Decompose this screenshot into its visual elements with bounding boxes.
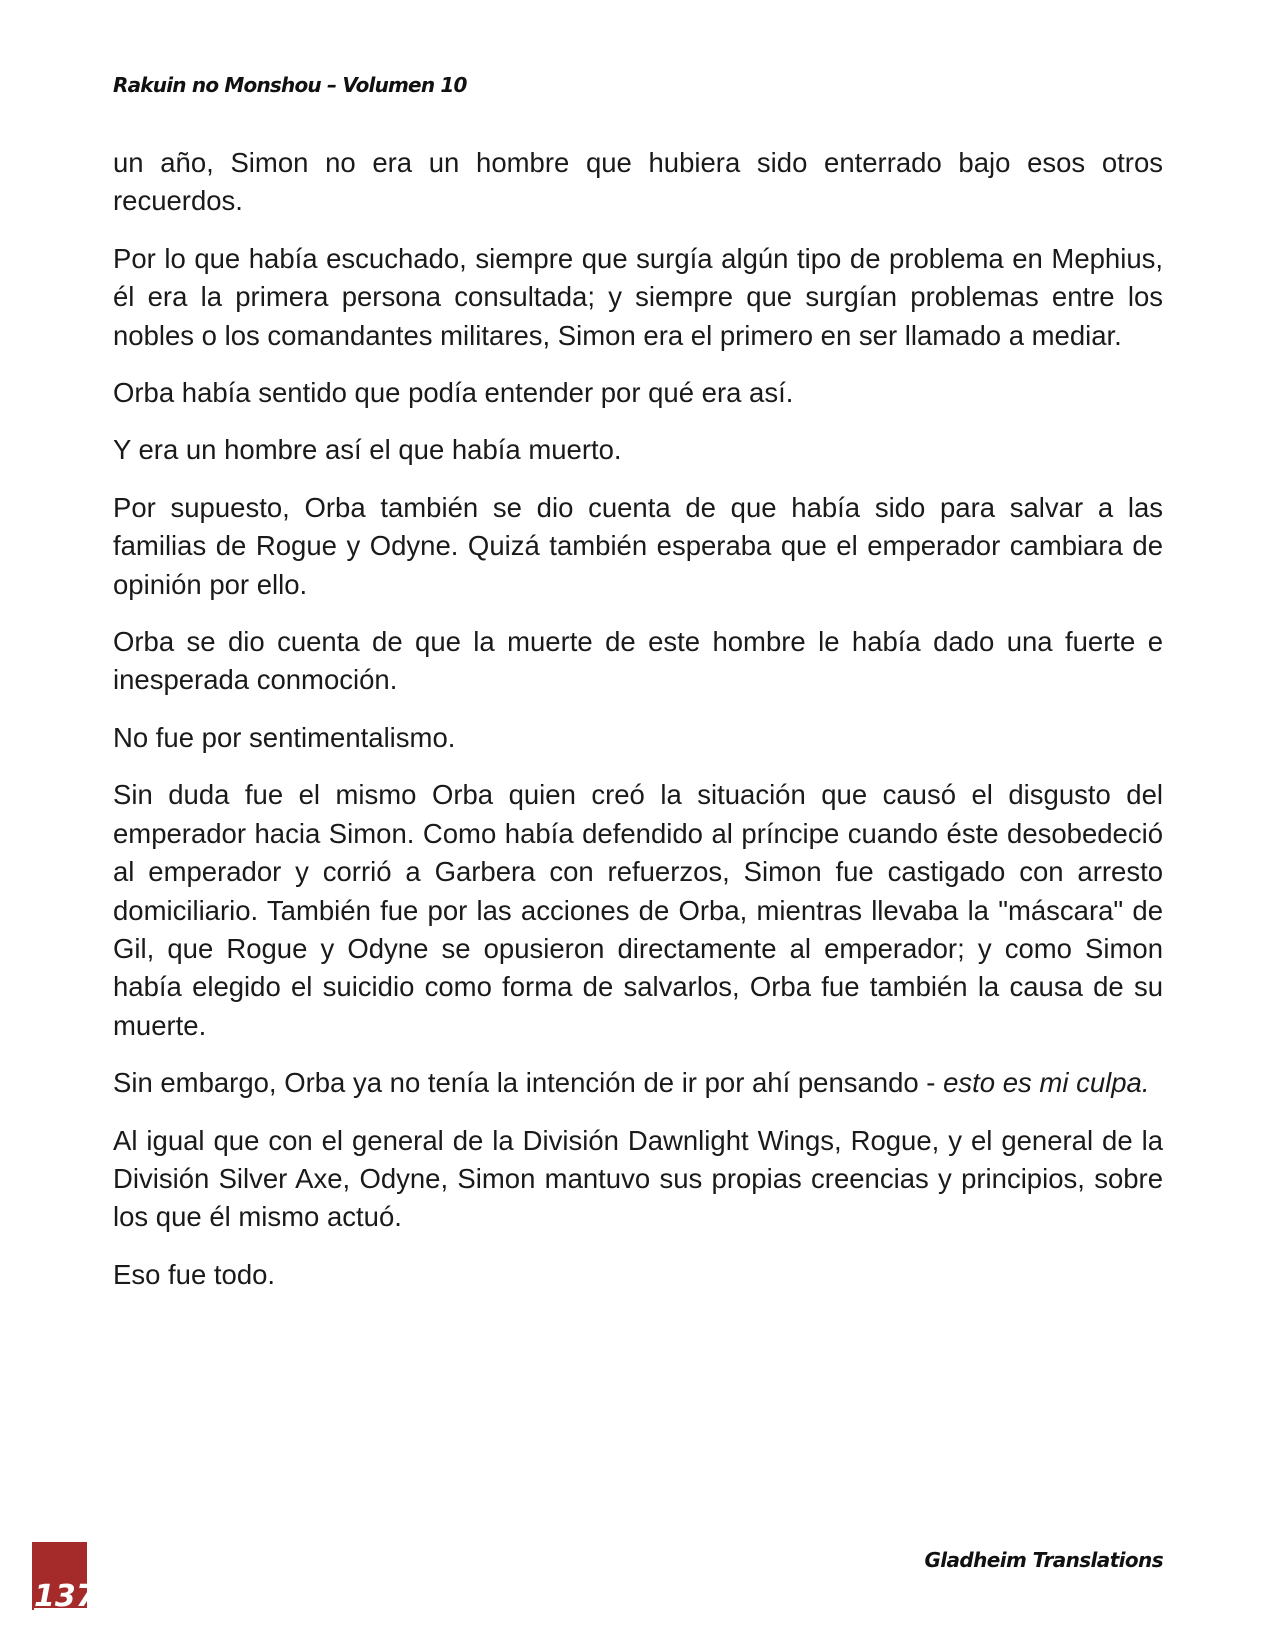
running-header: Rakuin no Monshou – Volumen 10: [113, 73, 467, 97]
paragraph: Al igual que con el general de la División Dawnlight Wings, Rogue, y el general de la División Silver Axe, Odyne, Simon mantuvo sus propias creencias y principios, sobre los que él mismo actuó.: [113, 1124, 1163, 1233]
paragraph-text: Sin embargo, Orba ya no tenía la intención de ir por ahí pensando -: [113, 1067, 944, 1099]
paragraph-with-italic: [113, 1064, 1163, 1102]
paragraph: Orba había sentido que podía entender por qué era así.: [113, 377, 794, 409]
paragraph: Eso fue todo.: [113, 1258, 276, 1290]
paragraph: un año, Simon no era un hombre que hubiera sido enterrado bajo esos otros recuerdos.: [113, 147, 1163, 217]
paragraph: Y era un hombre así el que había muerto.: [113, 434, 622, 466]
italic-thought: esto es mi culpa.: [943, 1067, 1150, 1099]
page-number: 137: [34, 1579, 97, 1614]
paragraph: Sin duda fue el mismo Orba quien creó la situación que causó el disgusto del emperador hacia Simon. Como había defendido al príncipe cuando éste desobedeció al emperador y corrió a Garbera con refuerzos, Simon fue castigado con arresto domiciliario. También fue por las acciones de Orba, mientras llevaba la "máscara" de Gil, que Rogue y Odyne se opusieron directamente al emperador; y como Simon había elegido el suicidio como forma de salvarlos, Orba fue también la causa de su muerte.: [113, 779, 1163, 1041]
body-text: [113, 144, 1163, 1313]
paragraph: Por supuesto, Orba también se dio cuenta de que había sido para salvar a las familias de Rogue y Odyne. Quizá también esperaba que el emperador cambiara de opinión por ello.: [113, 491, 1163, 600]
paragraph: No fue por sentimentalismo.: [113, 721, 456, 753]
page-number-box: [32, 1542, 97, 1614]
paragraph: Por lo que había escuchado, siempre que surgía algún tipo de problema en Mephius, él era la primera persona consultada; y siempre que surgían problemas entre los nobles o los comandantes militares, Simon era el primero en ser llamado a mediar.: [113, 242, 1163, 351]
footer-credit: Gladheim Translations: [924, 1548, 1163, 1572]
paragraph: Orba se dio cuenta de que la muerte de este hombre le había dado una fuerte e inesperada conmoción.: [113, 626, 1163, 696]
